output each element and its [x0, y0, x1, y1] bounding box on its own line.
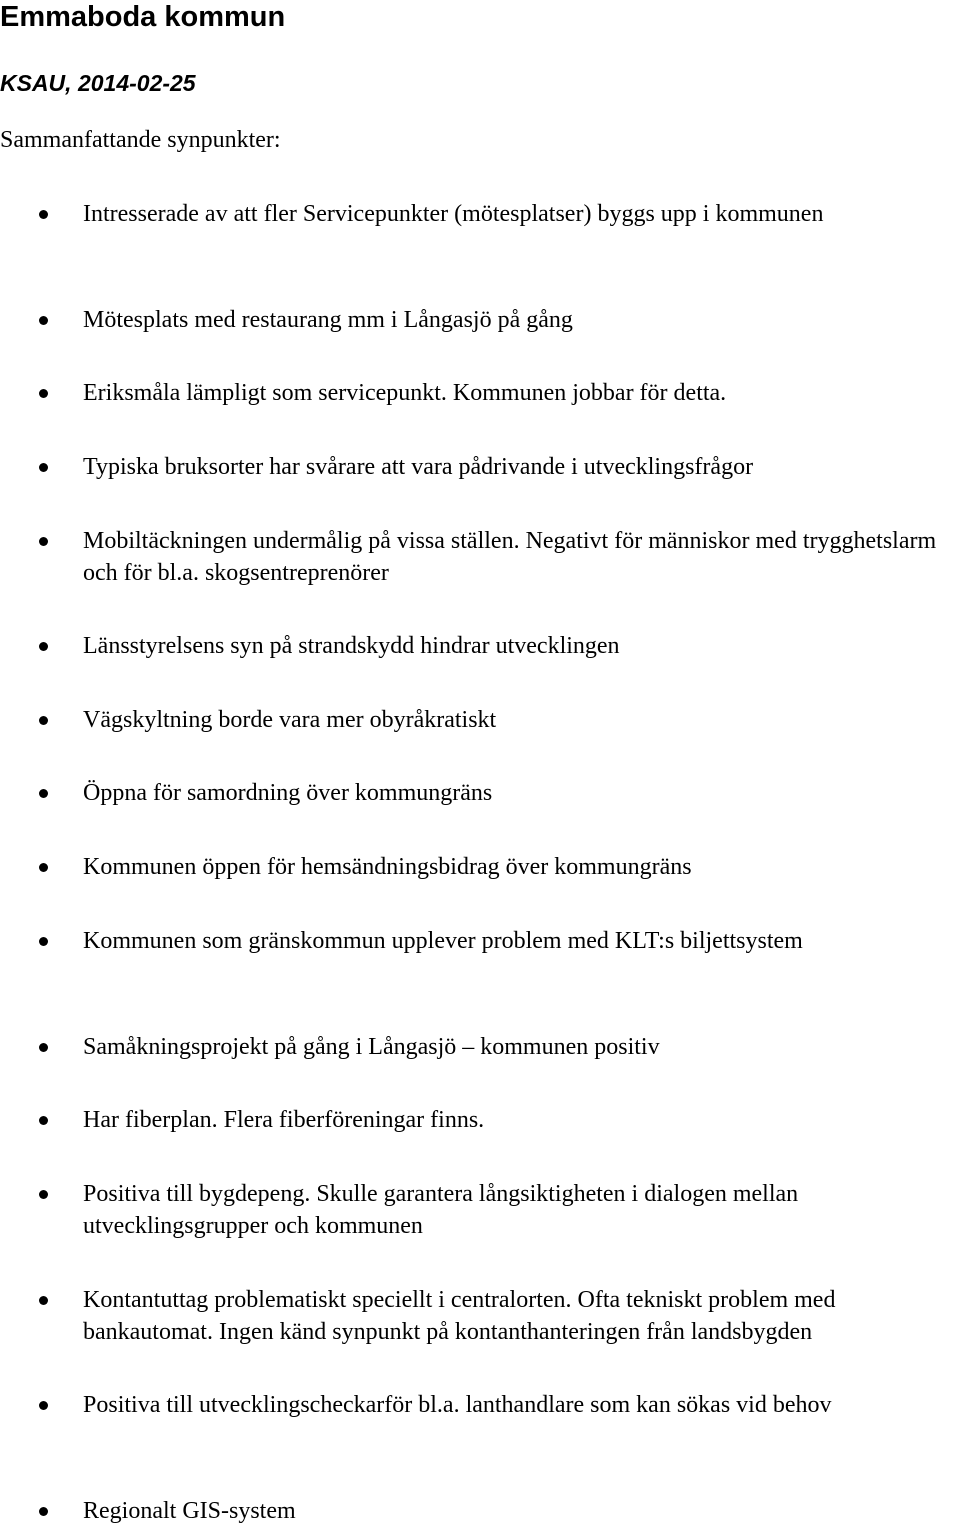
bullet-icon: [39, 642, 48, 651]
bullet-icon: [39, 389, 48, 398]
list-item-text: Intresserade av att fler Servicepunkter (mötesplatser) byggs upp i kommunen: [83, 201, 824, 227]
summary-heading: Sammanfattande synpunkter:: [0, 127, 281, 153]
bullet-icon: [39, 937, 48, 946]
document-title: Emmaboda kommun: [0, 1, 286, 33]
bullet-icon: [39, 863, 48, 872]
list-item-text: Regionalt GIS-system: [83, 1498, 296, 1524]
list-item-text: Positiva till bygdepeng. Skulle garantera långsiktigheten i dialogen mellan utvecklingsgrupper och kommunen: [83, 1181, 799, 1239]
bullet-icon: [39, 537, 48, 546]
bullet-icon: [39, 789, 48, 798]
bullet-icon: [39, 1190, 48, 1199]
list-item-text: Vägskyltning borde vara mer obyråkratiskt: [83, 707, 497, 733]
list-item-text: Öppna för samordning över kommungräns: [83, 780, 493, 806]
list-item-text: Typiska bruksorter har svårare att vara pådrivande i utvecklingsfrågor: [83, 454, 754, 480]
bullet-icon: [39, 1401, 48, 1410]
list-item-text: Har fiberplan. Flera fiberföreningar finns.: [83, 1107, 485, 1133]
list-item-text: Positiva till utvecklingscheckarför bl.a. lanthandlare som kan sökas vid behov: [83, 1392, 832, 1418]
list-item-text: Mobiltäckningen undermålig på vissa ställen. Negativt för människor med trygghetslarm och för bl.a. skogsentreprenörer: [83, 528, 937, 586]
bullet-icon: [39, 1296, 48, 1305]
bullet-icon: [39, 316, 48, 325]
bullet-icon: [39, 463, 48, 472]
list-item-text: Kommunen som gränskommun upplever problem med KLT:s biljettsystem: [83, 928, 803, 954]
list-item-text: Samåkningsprojekt på gång i Långasjö – kommunen positiv: [83, 1034, 660, 1060]
bullet-icon: [39, 1507, 48, 1516]
bullet-icon: [39, 716, 48, 725]
list-item-text: Länsstyrelsens syn på strandskydd hindrar utvecklingen: [83, 633, 620, 659]
bullet-icon: [39, 210, 48, 219]
list-item-text: Kommunen öppen för hemsändningsbidrag över kommungräns: [83, 854, 692, 880]
list-item-text: Kontantuttag problematiskt speciellt i centralorten. Ofta tekniskt problem med bankautomat. Ingen känd synpunkt på kontanthanteringen från landsbygden: [83, 1287, 836, 1345]
bullet-icon: [39, 1043, 48, 1052]
list-item-text: Mötesplats med restaurang mm i Långasjö på gång: [83, 307, 573, 333]
bullet-icon: [39, 1116, 48, 1125]
meeting-reference: KSAU, 2014-02-25: [0, 70, 196, 96]
list-item-text: Eriksmåla lämpligt som servicepunkt. Kommunen jobbar för detta.: [83, 380, 727, 406]
